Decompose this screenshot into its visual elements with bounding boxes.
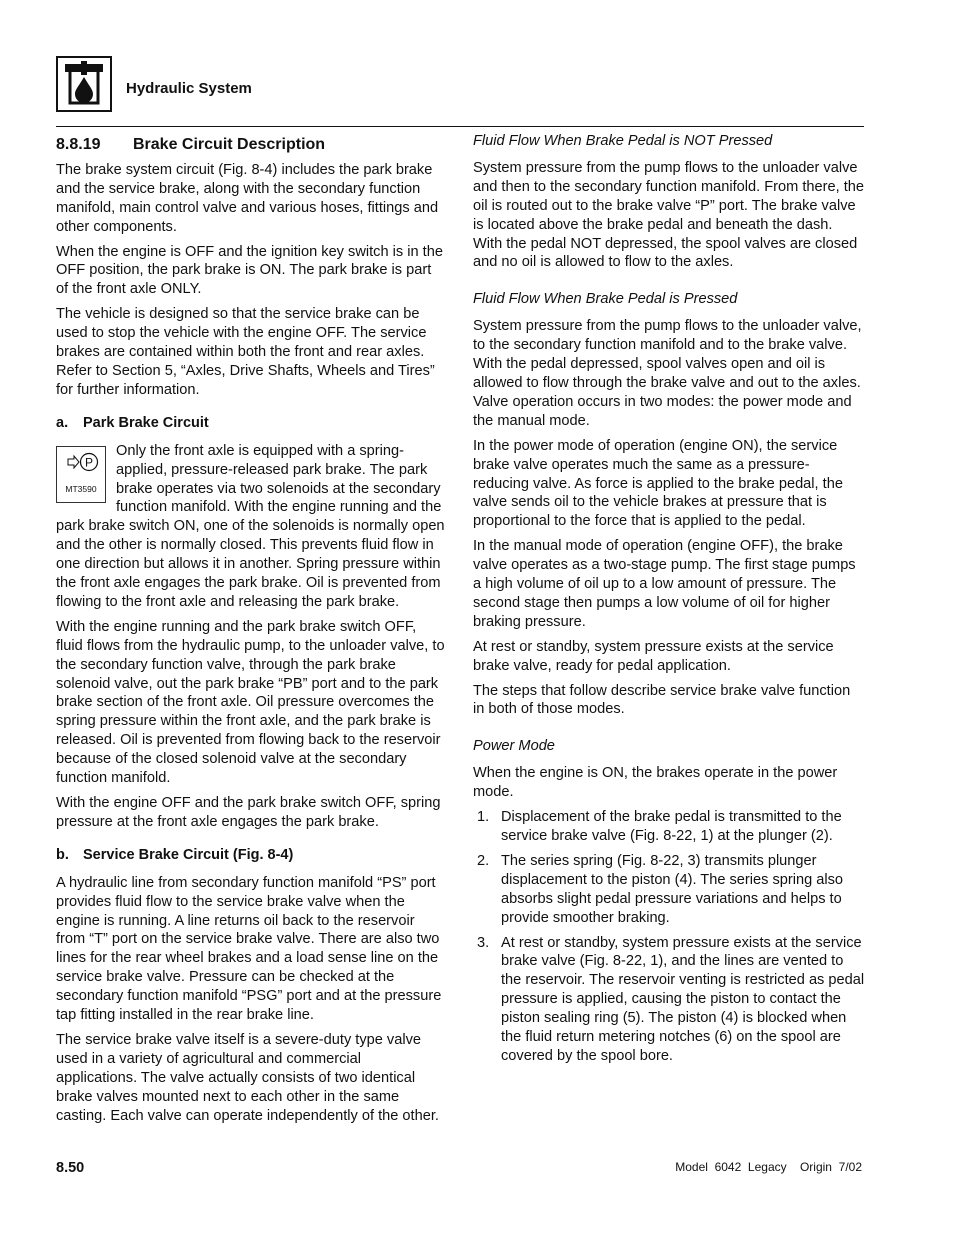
paragraph: The brake system circuit (Fig. 8-4) includes the park brake and the service brake, along with the secondary function manifold, main control valve and various hoses, fittings and other components. xyxy=(56,161,439,235)
paragraph: With the engine OFF and the park brake switch OFF, spring pressure at the front axle engages the park brake. xyxy=(56,795,441,830)
heading-title: Brake Circuit Description xyxy=(133,136,326,153)
paragraph: The service brake valve itself is a severe-duty type valve used in a variety of agricultural and commercial applications. The valve actually consists of two identical brake valves mounted next to each other in the same casting. Each valve can operate independently of the other. xyxy=(56,1031,439,1124)
paragraph: The vehicle is designed so that the service brake can be used to stop the vehicle with the engine OFF. The service brakes are contained within both the front and rear axles. Refer to Section 5, “Axles, Drive Shafts, Wheels and Tires” for further information. xyxy=(56,306,435,398)
list-item xyxy=(473,934,865,1066)
paragraph: System pressure from the pump flows to the unloader valve and then to the secondary function manifold. From there, the oil is routed out to the brake valve “P” port. The brake valve is located above the brake pedal and beneath the dash. With the pedal NOT depressed, the spool valves are closed and no oil is allowed to flow to the axles. xyxy=(473,159,865,271)
page-number: 8.50 xyxy=(56,1160,85,1176)
step-number: 2. xyxy=(477,852,490,869)
subheading-service-brake xyxy=(56,846,446,865)
paragraph: With the engine running and the park brake switch OFF, fluid flows from the hydraulic pump, to the unloader valve, to the secondary function valve, through the park brake solenoid valve, out the park brake “PB” port and to the park brake section of the front axle. Oil pressure overcomes the spring pressure within the front axle, and the park brake is released. Oil is prevented from flowing back to the reservoir because of the closed solenoid valve at the secondary function manifold. xyxy=(56,618,445,787)
paragraph: When the engine is OFF and the ignition key switch is in the OFF position, the park brake is ON. The park brake is part of the front axle ONLY. xyxy=(56,243,443,298)
paragraph: At rest or standby, system pressure exists at the service brake valve, ready for pedal application. xyxy=(473,638,834,674)
park-brake-symbol-icon xyxy=(56,446,106,503)
italic-heading: Fluid Flow When Brake Pedal is Pressed xyxy=(473,291,738,308)
paragraph: Only the front axle is equipped with a spring-applied, pressure-released park brake. The park brake operates via two solenoids at the secondary function manifold. With the engine running and the park brake switch ON, one of the solenoids is normally open and the other is normally closed. This prevents fluid flow in one direction but allows it in another. Spring pressure within the front axle engages the park brake. Oil is prevented from flowing to the front axle and releasing the park brake. xyxy=(56,442,445,610)
italic-heading: Power Mode xyxy=(473,738,555,755)
italic-heading: Fluid Flow When Brake Pedal is NOT Pressed xyxy=(473,133,773,149)
section-heading xyxy=(56,136,446,155)
step-text: The series spring (Fig. 8-22, 3) transmits plunger displacement to the piston (4). The series spring also absorbs slight pedal pressure variations and helps to provide smoother braking. xyxy=(501,852,844,926)
step-number: 3. xyxy=(477,934,490,951)
step-number: 1. xyxy=(477,809,490,826)
hydraulic-system-icon xyxy=(56,56,112,112)
footer-model-info: Model 6042 Legacy Origin 7/02 xyxy=(675,1160,862,1174)
paragraph: In the power mode of operation (engine ON), the service brake valve operates much the same as a pressure-reducing valve. As force is applied to the brake pedal, the valve sends oil to the vehicle brakes at pressure that is proportional to the force that is applied to the pedal. xyxy=(473,437,843,530)
list-item xyxy=(473,808,865,846)
paragraph: In the manual mode of operation (engine OFF), the brake valve operates as a two-stage pump. The first stage pumps a high volume of oil up to a low amount of pressure. The second stage then pumps a low volume of oil for higher braking pressure. xyxy=(473,538,856,630)
right-column xyxy=(473,132,865,1072)
step-text: Displacement of the brake pedal is transmitted to the service brake valve (Fig. 8-22, 1) at the plunger (2). xyxy=(501,809,842,844)
subheading-title: Park Brake Circuit xyxy=(83,414,209,431)
step-text: At rest or standby, system pressure exists at the service brake valve (Fig. 8-22, 1), and the lines are vented to the reservoir. The reservoir venting is restricted as pedal pressure is applied, causing the piston to contact the piston sealing ring (5). The piston (4) is blocked when the fluid return metering notches (6) on the spool are covered by the spool bore. xyxy=(501,934,865,1064)
park-symbol-letter: P xyxy=(84,455,94,470)
list-item xyxy=(473,852,865,928)
left-column xyxy=(56,132,446,1132)
subheading-park-brake xyxy=(56,414,446,433)
subheading-letter: a. xyxy=(56,414,69,431)
subheading-letter: b. xyxy=(56,846,69,863)
subheading-title: Service Brake Circuit (Fig. 8-4) xyxy=(83,846,294,863)
header-divider xyxy=(56,126,864,127)
paragraph: When the engine is ON, the brakes operate in the power mode. xyxy=(473,765,838,801)
paragraph: The steps that follow describe service brake valve function in both of those modes. xyxy=(473,682,851,718)
figure-code: MT3590 xyxy=(65,483,97,494)
paragraph: A hydraulic line from secondary function manifold “PS” port provides fluid flow to the service brake valve when the engine is running. A line returns oil back to the reservoir from “T” port on the service brake valve. There are also two lines for the rear wheel brakes and a load sense line on the service brake valve. Pressure can be checked at the secondary function manifold “PSG” port and at the pressure tap fitting installed in the rear brake line. xyxy=(56,874,442,1024)
heading-number: 8.8.19 xyxy=(56,136,101,153)
numbered-steps xyxy=(473,808,865,1066)
section-title: Hydraulic System xyxy=(126,80,252,97)
paragraph: System pressure from the pump flows to the unloader valve, to the secondary function manifold and to the brake valve. With the pedal depressed, spool valves open and oil is allowed to flow through the brake valve and out to the axles. Valve operation occurs in two modes: the power mode and the manual mode. xyxy=(473,318,862,429)
